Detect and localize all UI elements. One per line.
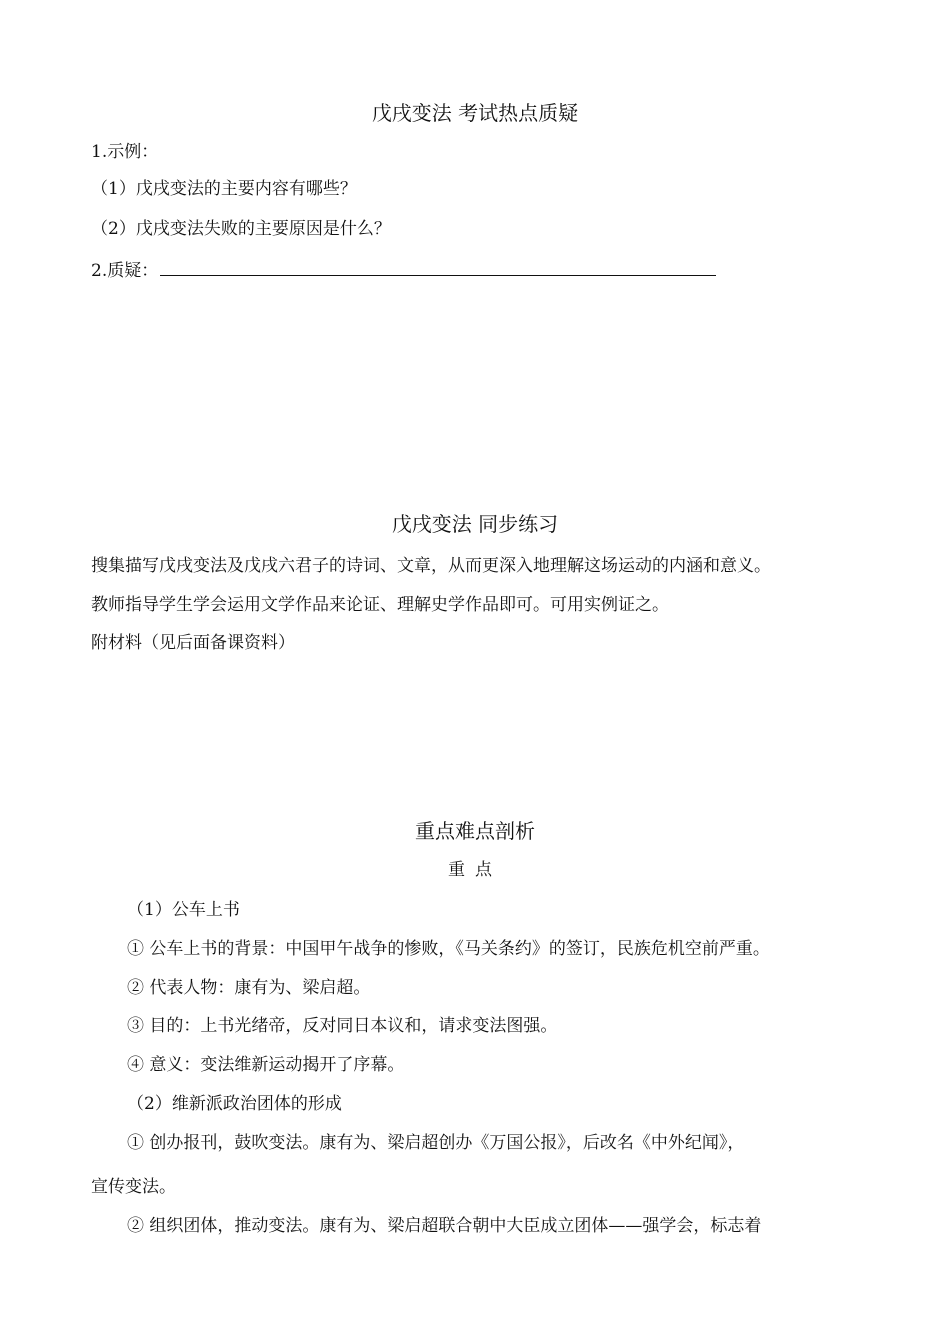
item-5-line-1: ① 创办报刊，鼓吹变法。康有为、梁启超创办《万国公报》，后改名《中外纪闻》， <box>127 1133 745 1153</box>
exercise-paragraph-3: 附材料（见后面备课资料） <box>91 633 295 653</box>
question-1: （1）戊戌变法的主要内容有哪些？ <box>91 179 357 199</box>
example-label: 1.示例： <box>91 142 159 162</box>
section1-title: 戊戌变法 考试热点质疑 <box>371 101 579 125</box>
item-5-line-2: 宣传变法。 <box>91 1177 176 1197</box>
question-2: （2）戊戌变法失败的主要原因是什么？ <box>91 219 391 239</box>
section3-subtitle: 重点 <box>448 860 502 880</box>
item-4: ④ 意义：变法维新运动揭开了序幕。 <box>127 1055 405 1075</box>
item-1: ① 公车上书的背景：中国甲午战争的惨败，《马关条约》的签订，民族危机空前严重。 <box>127 939 770 959</box>
heading-2: （2）维新派政治团体的形成 <box>127 1094 342 1114</box>
item-6: ② 组织团体，推动变法。康有为、梁启超联合朝中大臣成立团体——强学会，标志着 <box>127 1216 762 1236</box>
exercise-paragraph-2: 教师指导学生学会运用文学作品来论证、理解史学作品即可。可用实例证之。 <box>91 595 669 615</box>
doubt-line <box>91 259 716 282</box>
exercise-paragraph-1: 搜集描写戊戌变法及戊戌六君子的诗词、文章，从而更深入地理解这场运动的内涵和意义。 <box>91 556 771 576</box>
section2-title: 戊戌变法 同步练习 <box>391 512 559 536</box>
doubt-blank <box>160 259 716 276</box>
doubt-label: 2.质疑： <box>91 261 159 281</box>
item-3: ③ 目的：上书光绪帝，反对同日本议和，请求变法图强。 <box>127 1016 558 1036</box>
item-2: ② 代表人物：康有为、梁启超。 <box>127 978 371 998</box>
section3-title: 重点难点剖析 <box>415 819 535 843</box>
heading-1: （1）公车上书 <box>127 900 240 920</box>
